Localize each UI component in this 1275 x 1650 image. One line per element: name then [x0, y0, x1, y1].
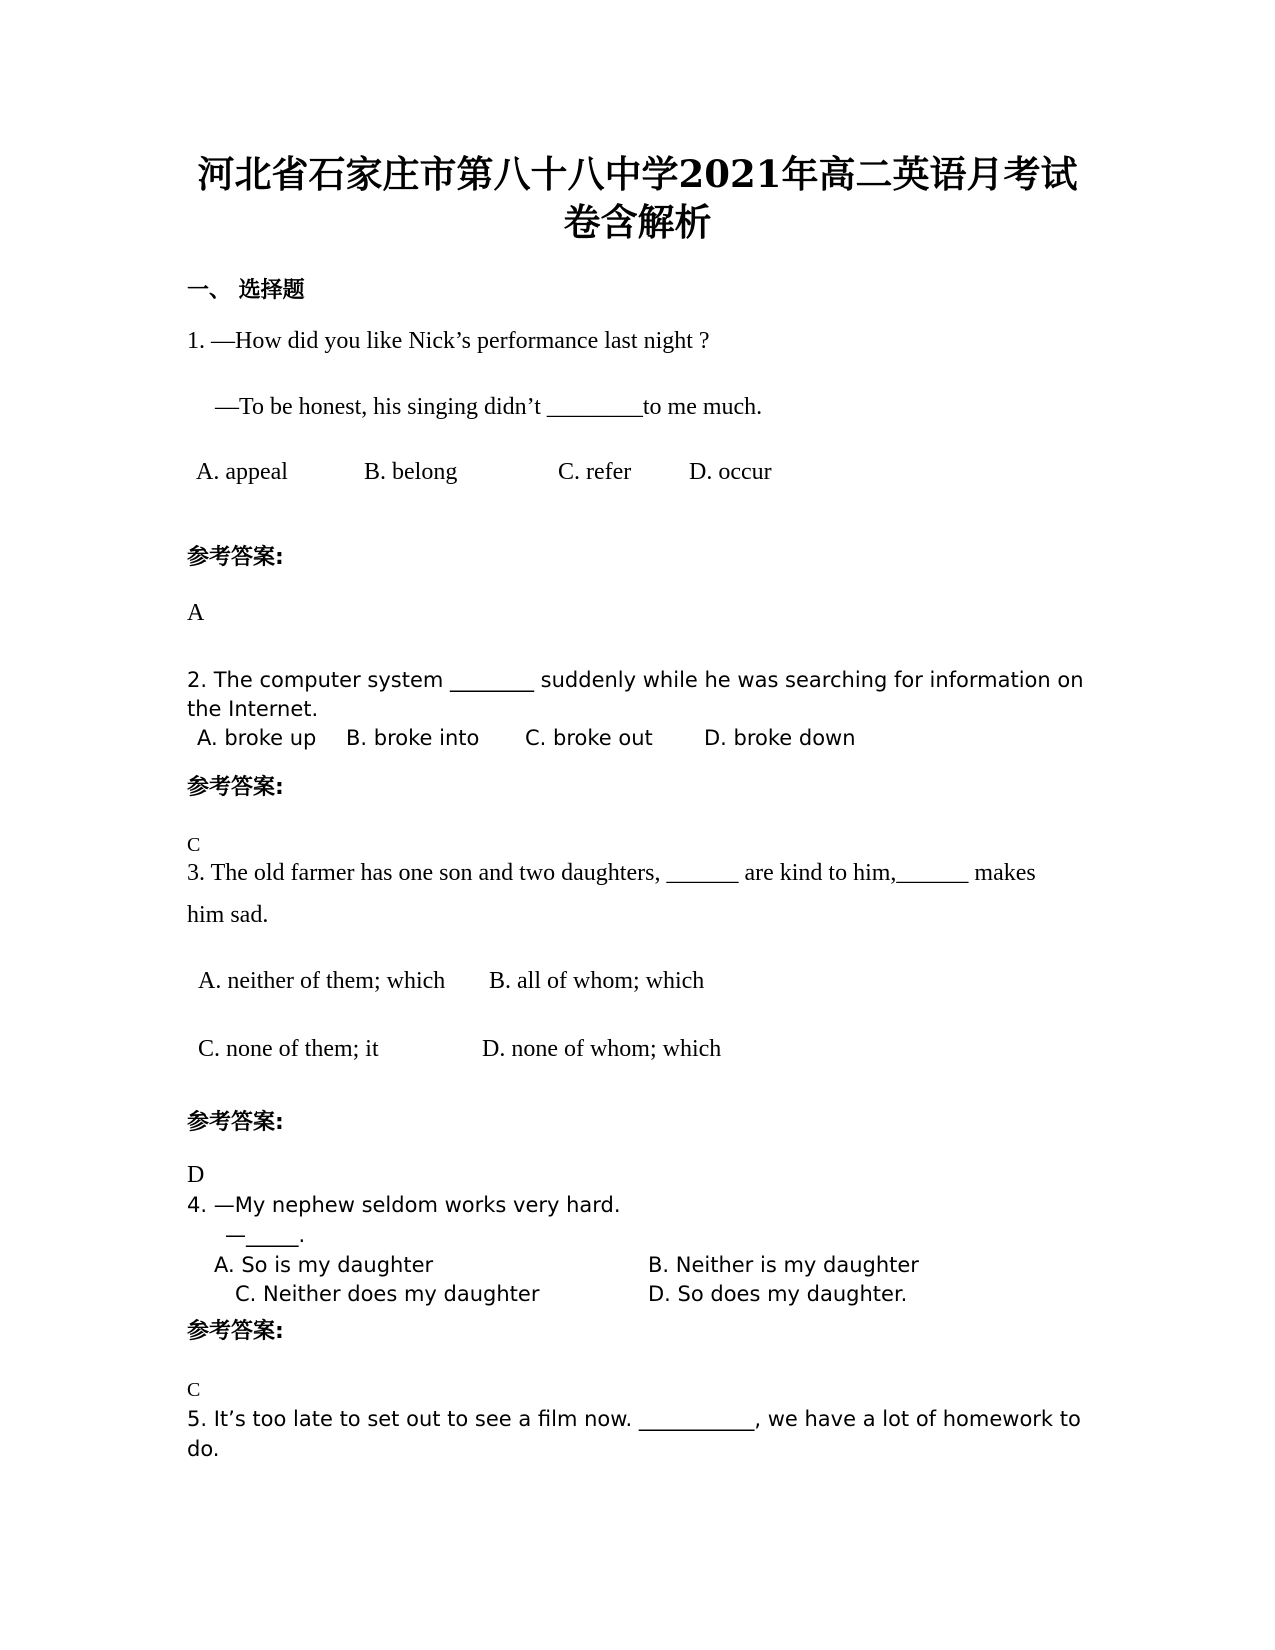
question-2-stem-continued: the Internet.: [187, 697, 319, 721]
question-5-stem: 5. It’s too late to set out to see a film now. ___________, we have a lot of homework to: [187, 1407, 1081, 1431]
question-2-option-a: A. broke up: [197, 726, 317, 750]
question-4-reply: —_____.: [225, 1223, 306, 1247]
question-4-option-c: C. Neither does my daughter: [235, 1282, 540, 1306]
question-3-answer: D: [187, 1162, 205, 1188]
question-3-option-b: B. all of whom; which: [489, 968, 705, 994]
question-3-answer-label: 参考答案:: [187, 1110, 284, 1135]
question-3-option-a: A. neither of them; which: [198, 968, 446, 994]
question-3-option-c: C. none of them; it: [198, 1036, 379, 1062]
question-1-option-b: B. belong: [364, 459, 458, 485]
question-1-option-d: D. occur: [689, 459, 772, 485]
question-5-stem-continued: do.: [187, 1437, 220, 1461]
question-2-answer: C: [187, 834, 201, 856]
question-4-option-a: A. So is my daughter: [214, 1253, 434, 1277]
document-title-line-1: 河北省石家庄市第八十八中学2021年高二英语月考试: [197, 152, 1078, 196]
question-3-stem-continued: him sad.: [187, 902, 269, 928]
question-3-stem: 3. The old farmer has one son and two daughters, ______ are kind to him,______ makes: [187, 860, 1036, 886]
question-1-stem: 1. —How did you like Nick’s performance last night ?: [187, 328, 710, 354]
question-4-answer-label: 参考答案:: [187, 1319, 284, 1344]
question-1-reply: —To be honest, his singing didn’t ________to me much.: [215, 394, 763, 420]
question-3-option-d: D. none of whom; which: [482, 1036, 722, 1062]
question-4-answer: C: [187, 1379, 201, 1401]
question-4-stem: 4. —My nephew seldom works very hard.: [187, 1193, 621, 1217]
question-1-option-a: A. appeal: [196, 459, 288, 485]
question-1-answer: A: [187, 600, 205, 626]
question-1-answer-label: 参考答案:: [187, 545, 284, 570]
question-2-stem: 2. The computer system ________ suddenly while he was searching for information on: [187, 668, 1084, 692]
question-2-option-b: B. broke into: [346, 726, 480, 750]
question-4-option-b: B. Neither is my daughter: [648, 1253, 919, 1277]
question-4-option-d: D. So does my daughter.: [648, 1282, 908, 1306]
question-1-option-c: C. refer: [558, 459, 632, 485]
section-heading: 一、 选择题: [187, 278, 305, 303]
question-2-answer-label: 参考答案:: [187, 775, 284, 800]
question-2-option-c: C. broke out: [525, 726, 653, 750]
question-2-option-d: D. broke down: [704, 726, 856, 750]
document-title-line-2: 卷含解析: [563, 200, 712, 244]
